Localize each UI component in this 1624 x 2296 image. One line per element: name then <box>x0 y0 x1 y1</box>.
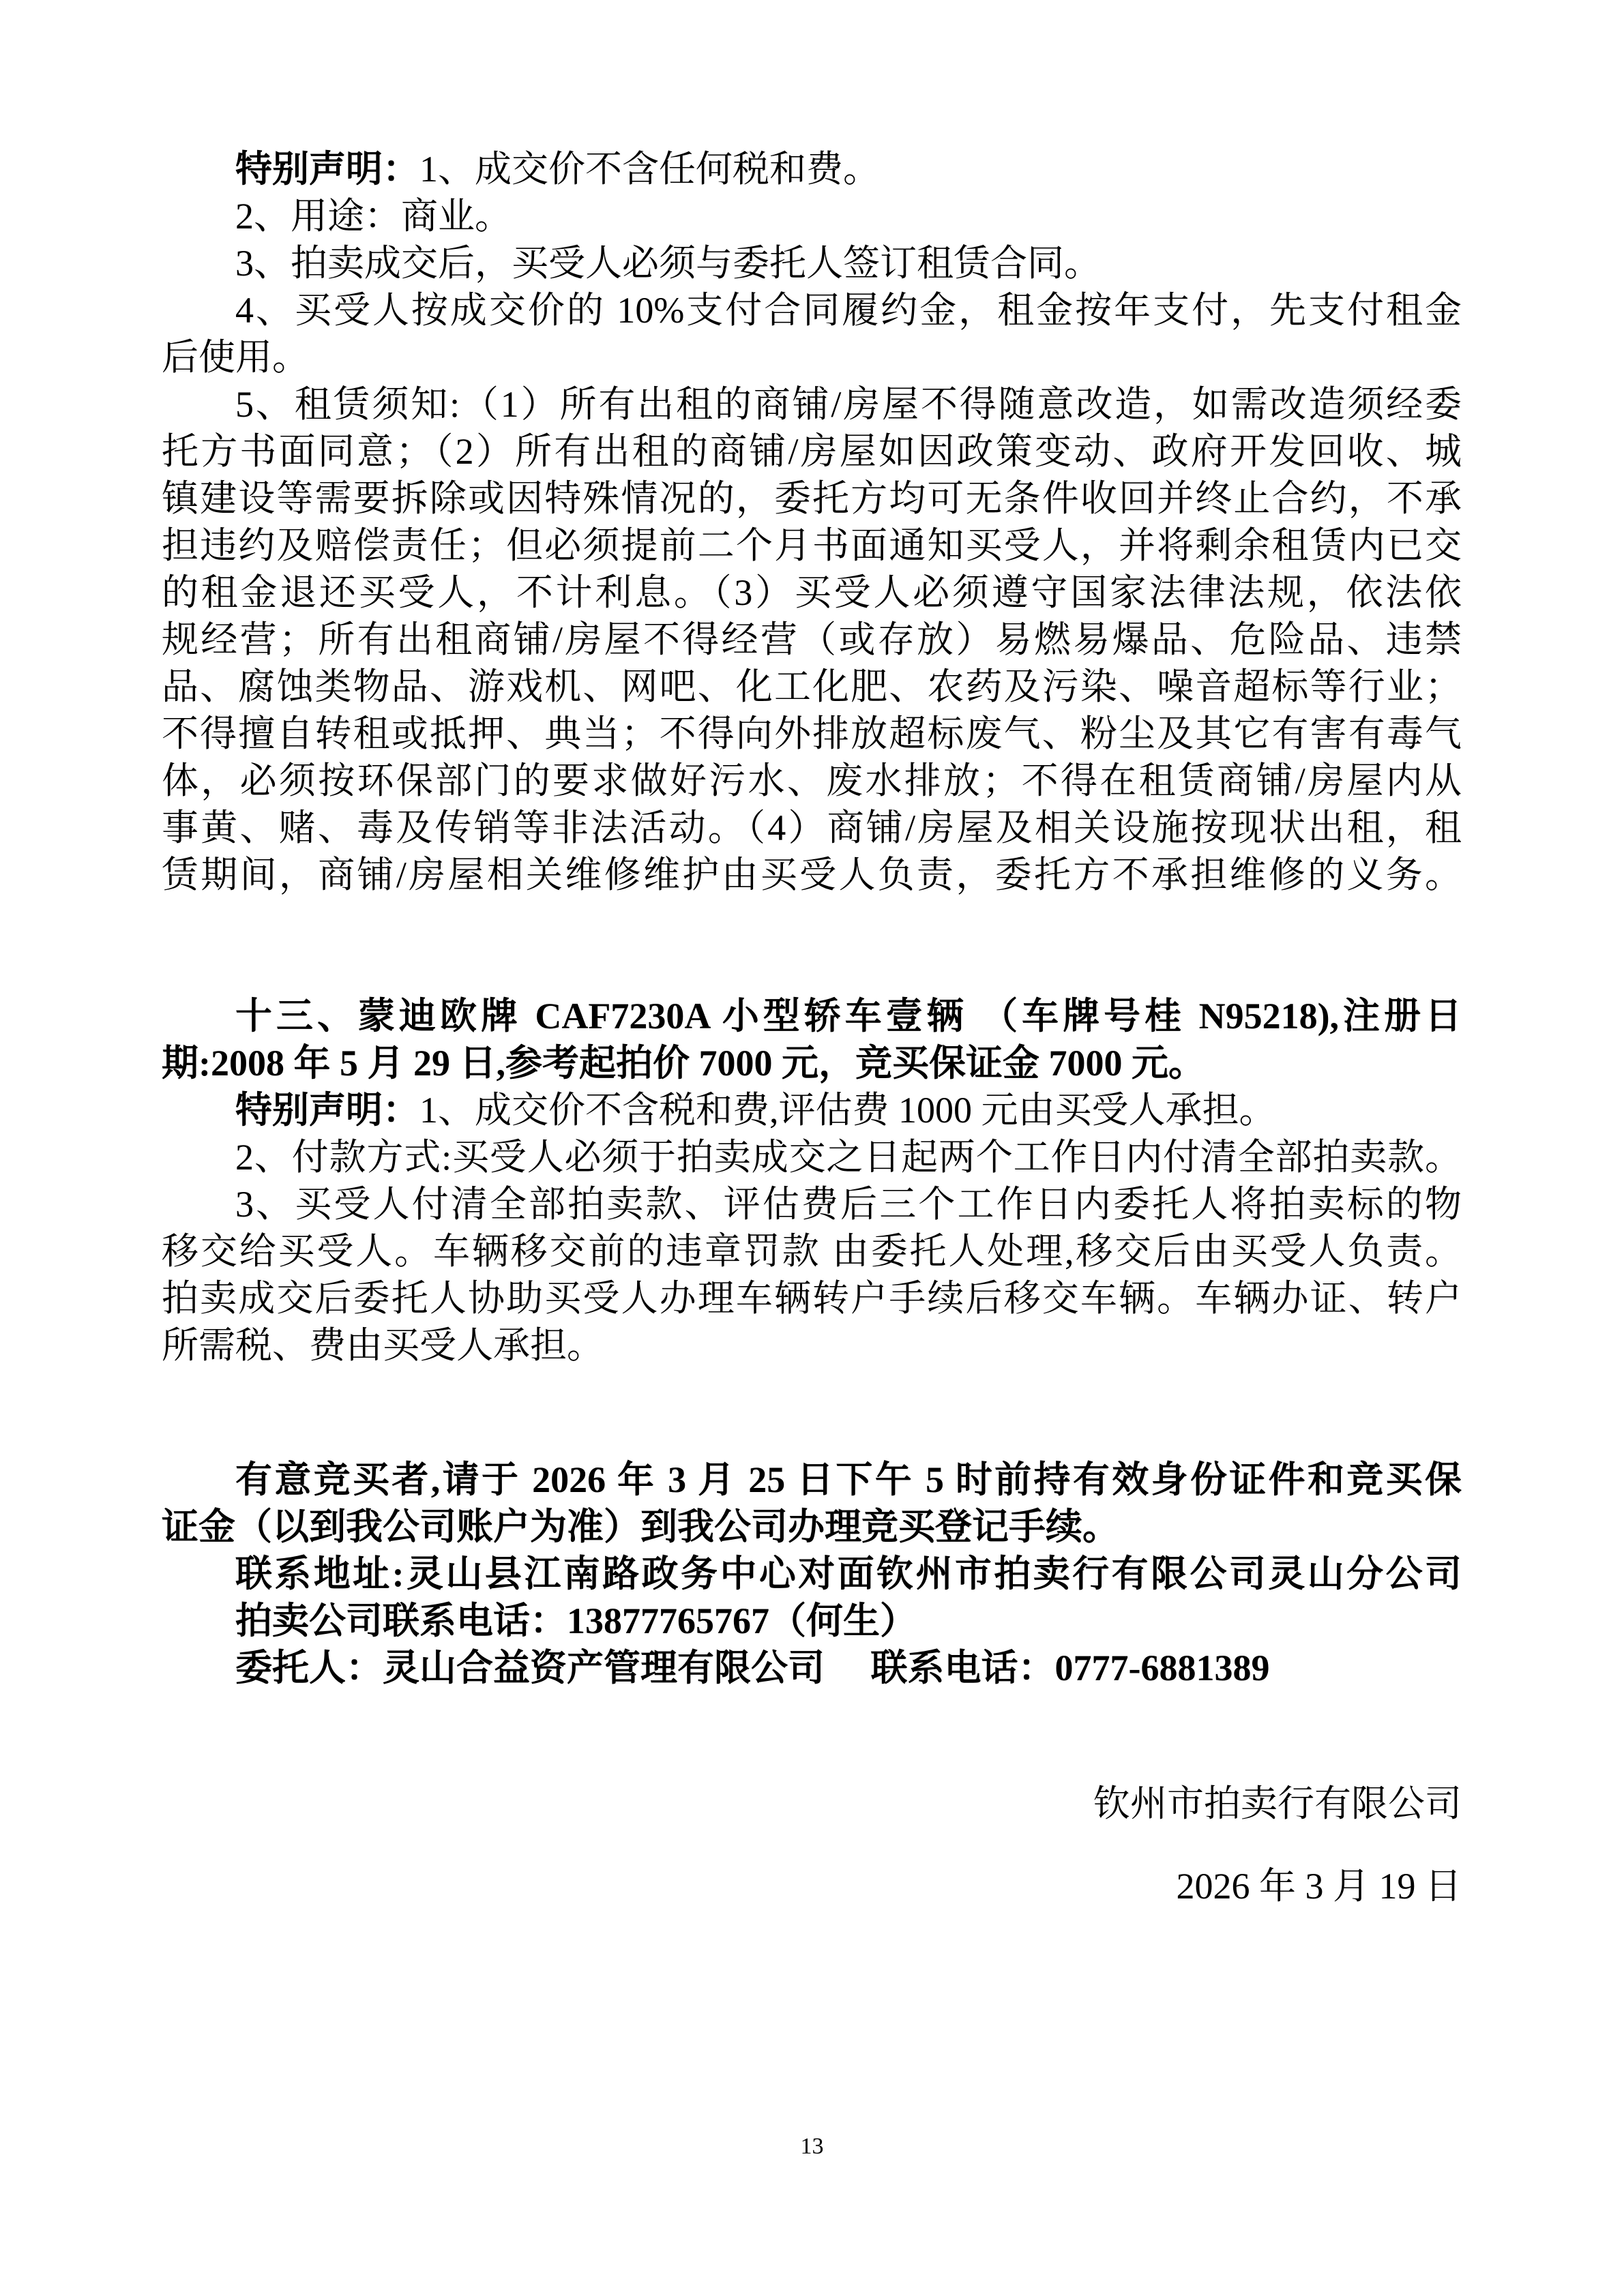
terms-line-lease-note-5: 的租金退还买受人，不计利息。（3）买受人必须遵守国家法律法规，依法依 <box>162 572 1462 613</box>
auction-phone-line: 拍卖公司联系电话：13877765767（何生） <box>235 1600 917 1641</box>
lot13-line-handover-3: 拍卖成交后委托人协助买受人办理车辆转户手续后移交车辆。车辆办证、转户 <box>162 1278 1462 1319</box>
terms-line-deposit-1: 4、买受人按成交价的 10%支付合同履约金，租金按年支付，先支付租金 <box>235 290 1462 331</box>
lot13-line-handover-4: 所需税、费由买受人承担。 <box>162 1325 604 1366</box>
lot13-heading-line-1: 十三、蒙迪欧牌 CAF7230A 小型轿车壹辆 （车牌号桂 N95218),注册日 <box>235 996 1462 1037</box>
registration-line-2: 证金（以到我公司账户为准）到我公司办理竞买登记手续。 <box>162 1506 1119 1547</box>
lot13-special-statement-line <box>162 1087 1462 1134</box>
terms-line-usage: 2、用途：商业。 <box>235 196 512 237</box>
special-statement-item-1: 1、成交价不含任何税和费。 <box>419 149 880 190</box>
consignor-line: 委托人：灵山合益资产管理有限公司 联系电话：0777-6881389 <box>235 1648 1270 1688</box>
terms-line-lease-note-1: 5、租赁须知:（1）所有出租的商铺/房屋不得随意改造，如需改造须经委 <box>235 384 1462 425</box>
terms-line-lease-note-6: 规经营；所有出租商铺/房屋不得经营（或存放）易燃易爆品、危险品、违禁 <box>162 619 1462 660</box>
terms-line-lease-contract: 3、拍卖成交后，买受人必须与委托人签订租赁合同。 <box>235 243 1101 284</box>
registration-line-1: 有意竞买者,请于 2026 年 3 月 25 日下午 5 时前持有效身份证件和竞买保 <box>235 1459 1462 1500</box>
lot13-special-statement-item-1: 1、成交价不含税和费,评估费 1000 元由买受人承担。 <box>419 1090 1276 1131</box>
section-gap <box>162 899 1462 993</box>
lot12-terms-section <box>162 146 1462 899</box>
terms-line-lease-note-3: 镇建设等需要拆除或因特殊情况的，委托方均可无条件收回并终止合约，不承 <box>162 478 1462 519</box>
terms-line-lease-note-11: 赁期间，商铺/房屋相关维修维护由买受人负责，委托方不承担维修的义务。 <box>162 854 1462 895</box>
lot13-line-handover-2: 移交给买受人。车辆移交前的违章罚款 由委托人处理,移交后由买受人负责。 <box>162 1231 1462 1272</box>
lot13-heading-line-2: 期:2008 年 5 月 29 日,参考起拍价 7000 元，竞买保证金 7000 元。 <box>162 1043 1205 1084</box>
special-statement-line <box>162 146 1462 193</box>
terms-line-lease-note-8: 不得擅自转租或抵押、典当；不得向外排放超标废气、粉尘及其它有害有毒气 <box>162 713 1462 754</box>
terms-line-lease-note-10: 事黄、赌、毒及传销等非法活动。（4）商铺/房屋及相关设施按现状出租，租 <box>162 807 1462 848</box>
lot13-section <box>162 993 1462 1369</box>
document-body <box>162 146 1462 1910</box>
signature-gap <box>162 1828 1462 1863</box>
signature-block <box>162 1780 1462 1910</box>
registration-section <box>162 1457 1462 1692</box>
special-statement-label: 特别声明： <box>235 149 419 190</box>
terms-line-deposit-2: 后使用。 <box>162 337 309 378</box>
signature-date: 2026 年 3 月 19 日 <box>1176 1866 1462 1907</box>
terms-line-lease-note-9: 体，必须按环保部门的要求做好污水、废水排放；不得在租赁商铺/房屋内从 <box>162 760 1462 801</box>
lot13-line-payment: 2、付款方式:买受人必须于拍卖成交之日起两个工作日内付清全部拍卖款。 <box>235 1137 1462 1178</box>
section-gap <box>162 1692 1462 1780</box>
signature-company: 钦州市拍卖行有限公司 <box>1093 1783 1462 1824</box>
terms-line-lease-note-2: 托方书面同意；（2）所有出租的商铺/房屋如因政策变动、政府开发回收、城 <box>162 431 1462 472</box>
page-number: 13 <box>800 2134 824 2159</box>
section-gap <box>162 1369 1462 1457</box>
lot13-line-handover-1: 3、买受人付清全部拍卖款、评估费后三个工作日内委托人将拍卖标的物 <box>235 1184 1462 1225</box>
contact-address-line: 联系地址:灵山县江南路政务中心对面钦州市拍卖行有限公司灵山分公司 <box>235 1553 1462 1594</box>
lot13-special-statement-label: 特别声明： <box>235 1090 419 1131</box>
terms-line-lease-note-7: 品、腐蚀类物品、游戏机、网吧、化工化肥、农药及污染、噪音超标等行业； <box>162 666 1462 707</box>
terms-line-lease-note-4: 担违约及赔偿责任；但必须提前二个月书面通知买受人，并将剩余租赁内已交 <box>162 525 1462 566</box>
